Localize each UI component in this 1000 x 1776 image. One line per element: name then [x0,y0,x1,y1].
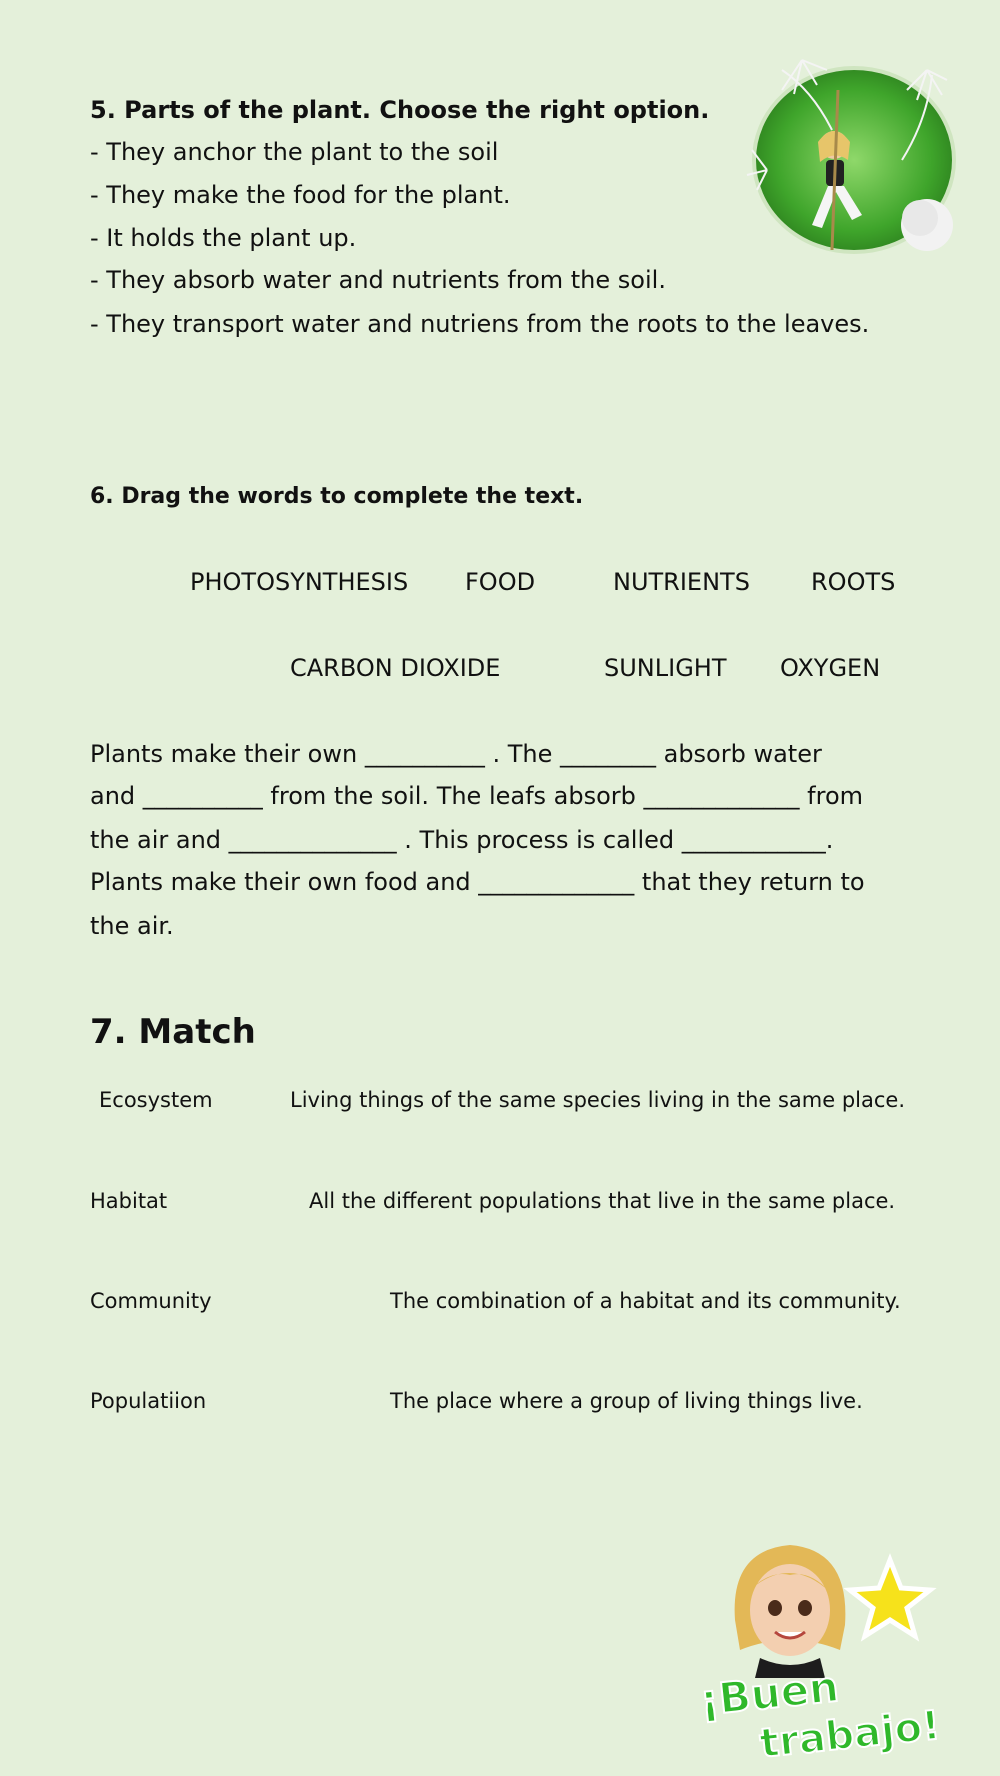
word-food[interactable]: FOOD [465,568,536,596]
avatar-face [735,1545,846,1678]
match-definition-2[interactable]: All the different populations that live in the same place. [309,1189,896,1213]
match-term-ecosystem[interactable]: Ecosystem [99,1088,213,1112]
word-sunlight[interactable]: SUNLIGHT [604,654,727,682]
fill-in-paragraph-line-4[interactable]: Plants make their own food and _____________ that they return to [90,868,865,896]
fill-in-paragraph-line-3[interactable]: the air and ______________ . This process is called ____________. [90,826,834,854]
fill-in-paragraph-line-1[interactable]: Plants make their own __________ . The ________ absorb water [90,740,822,768]
word-roots[interactable]: ROOTS [811,568,896,596]
match-definition-4[interactable]: The place where a group of living things live. [390,1389,863,1413]
fill-in-paragraph-line-5: the air. [90,912,174,940]
section-5-item-4: - They absorb water and nutrients from the soil. [90,266,666,294]
word-carbon-dioxide[interactable]: CARBON DIOXIDE [290,654,501,682]
match-term-habitat[interactable]: Habitat [90,1189,168,1213]
badge-text-buen: ¡Buen [697,1661,842,1726]
match-term-community[interactable]: Community [90,1289,212,1313]
section-5-item-3: - It holds the plant up. [90,224,357,252]
badge-text-trabajo: trabajo! [757,1702,940,1760]
match-definition-3[interactable]: The combination of a habitat and its community. [390,1289,901,1313]
buen-trabajo-badge [690,1530,940,1760]
word-oxygen[interactable]: OXYGEN [780,654,881,682]
section-5-item-2: - They make the food for the plant. [90,181,511,209]
word-photosynthesis[interactable]: PHOTOSYNTHESIS [190,568,409,596]
section-5-item-1: - They anchor the plant to the soil [90,138,499,166]
fill-in-paragraph-line-2[interactable]: and __________ from the soil. The leafs absorb _____________ from [90,782,864,810]
word-nutrients[interactable]: NUTRIENTS [613,568,750,596]
star-icon [850,1560,930,1636]
dandelion-girl-illustration [742,50,962,255]
section-5-title: 5. Parts of the plant. Choose the right option. [90,96,710,124]
match-definition-1[interactable]: Living things of the same species living in the same place. [290,1088,906,1112]
section-6-title: 6. Drag the words to complete the text. [90,484,584,509]
section-7-title: 7. Match [90,1012,256,1052]
match-term-population[interactable]: Populatiion [90,1389,207,1413]
section-5-item-5: - They transport water and nutriens from the roots to the leaves. [90,310,870,338]
